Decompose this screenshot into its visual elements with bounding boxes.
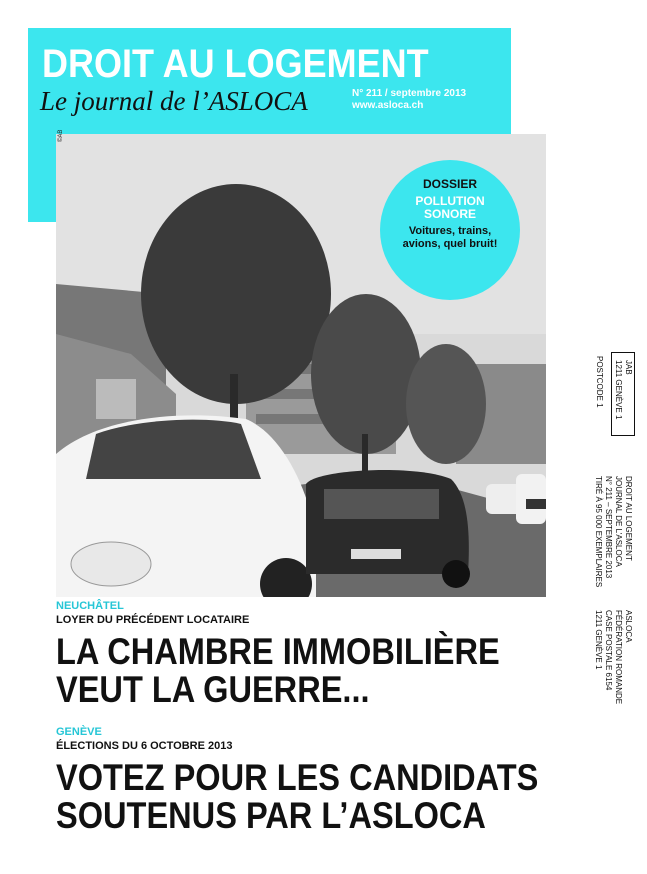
masthead-subtitle: Le journal de l’ASLOCA: [40, 86, 308, 116]
issue-info: [352, 88, 466, 112]
article-region: NEUCHÂTEL: [56, 600, 124, 612]
postcode-label: POSTCODE 1: [595, 356, 604, 408]
dossier-label: DOSSIER: [422, 177, 477, 191]
jab-line: JAB: [624, 360, 633, 375]
dossier-badge[interactable]: [380, 160, 520, 300]
publisher-line: ASLOCA: [624, 610, 633, 643]
publisher-line: 1211 GENÈVE 1: [594, 610, 603, 670]
headline-line: VOTEZ POUR LES CANDIDATS: [56, 757, 539, 798]
photo-credit: ©AB: [58, 129, 64, 142]
publication-line: JOURNAL DE L’ASLOCA: [614, 476, 623, 567]
publication-line: DROIT AU LOGEMENT: [624, 476, 633, 561]
masthead-title: DROIT AU LOGEMENT: [42, 42, 429, 86]
article-headline[interactable]: [56, 759, 538, 835]
issue-number: N° 211 / septembre 2013: [352, 88, 467, 99]
jab-line: 1211 GENÈVE 1: [614, 360, 623, 420]
headline-line: VEUT LA GUERRE...: [56, 669, 370, 710]
article-subhead: LOYER DU PRÉCÉDENT LOCATAIRE: [56, 614, 250, 626]
headline-line: LA CHAMBRE IMMOBILIÈRE: [56, 631, 500, 672]
website-link[interactable]: www.asloca.ch: [352, 100, 424, 111]
dossier-topic-line2: SONORE: [423, 207, 476, 221]
dossier-topic-line1: POLLUTION: [415, 194, 485, 208]
dossier-teaser: Voitures, trains, avions, quel bruit!: [402, 225, 498, 250]
article-headline[interactable]: [56, 633, 500, 709]
publication-line: TIRÉ À 95 000 EXEMPLAIRES: [594, 476, 603, 588]
publication-line: N° 211 – SEPTEMBRE 2013: [604, 476, 613, 579]
publisher-address: [593, 610, 633, 704]
publisher-line: FÉDÉRATION ROMANDE: [614, 610, 623, 705]
publication-info: [593, 476, 633, 587]
article-subhead: ÉLECTIONS DU 6 OCTOBRE 2013: [56, 740, 233, 752]
headline-line: SOUTENUS PAR L’ASLOCA: [56, 795, 486, 836]
article-region: GENÈVE: [56, 726, 102, 738]
publisher-line: CASE POSTALE 6154: [604, 610, 613, 691]
jab-label: [613, 360, 633, 419]
